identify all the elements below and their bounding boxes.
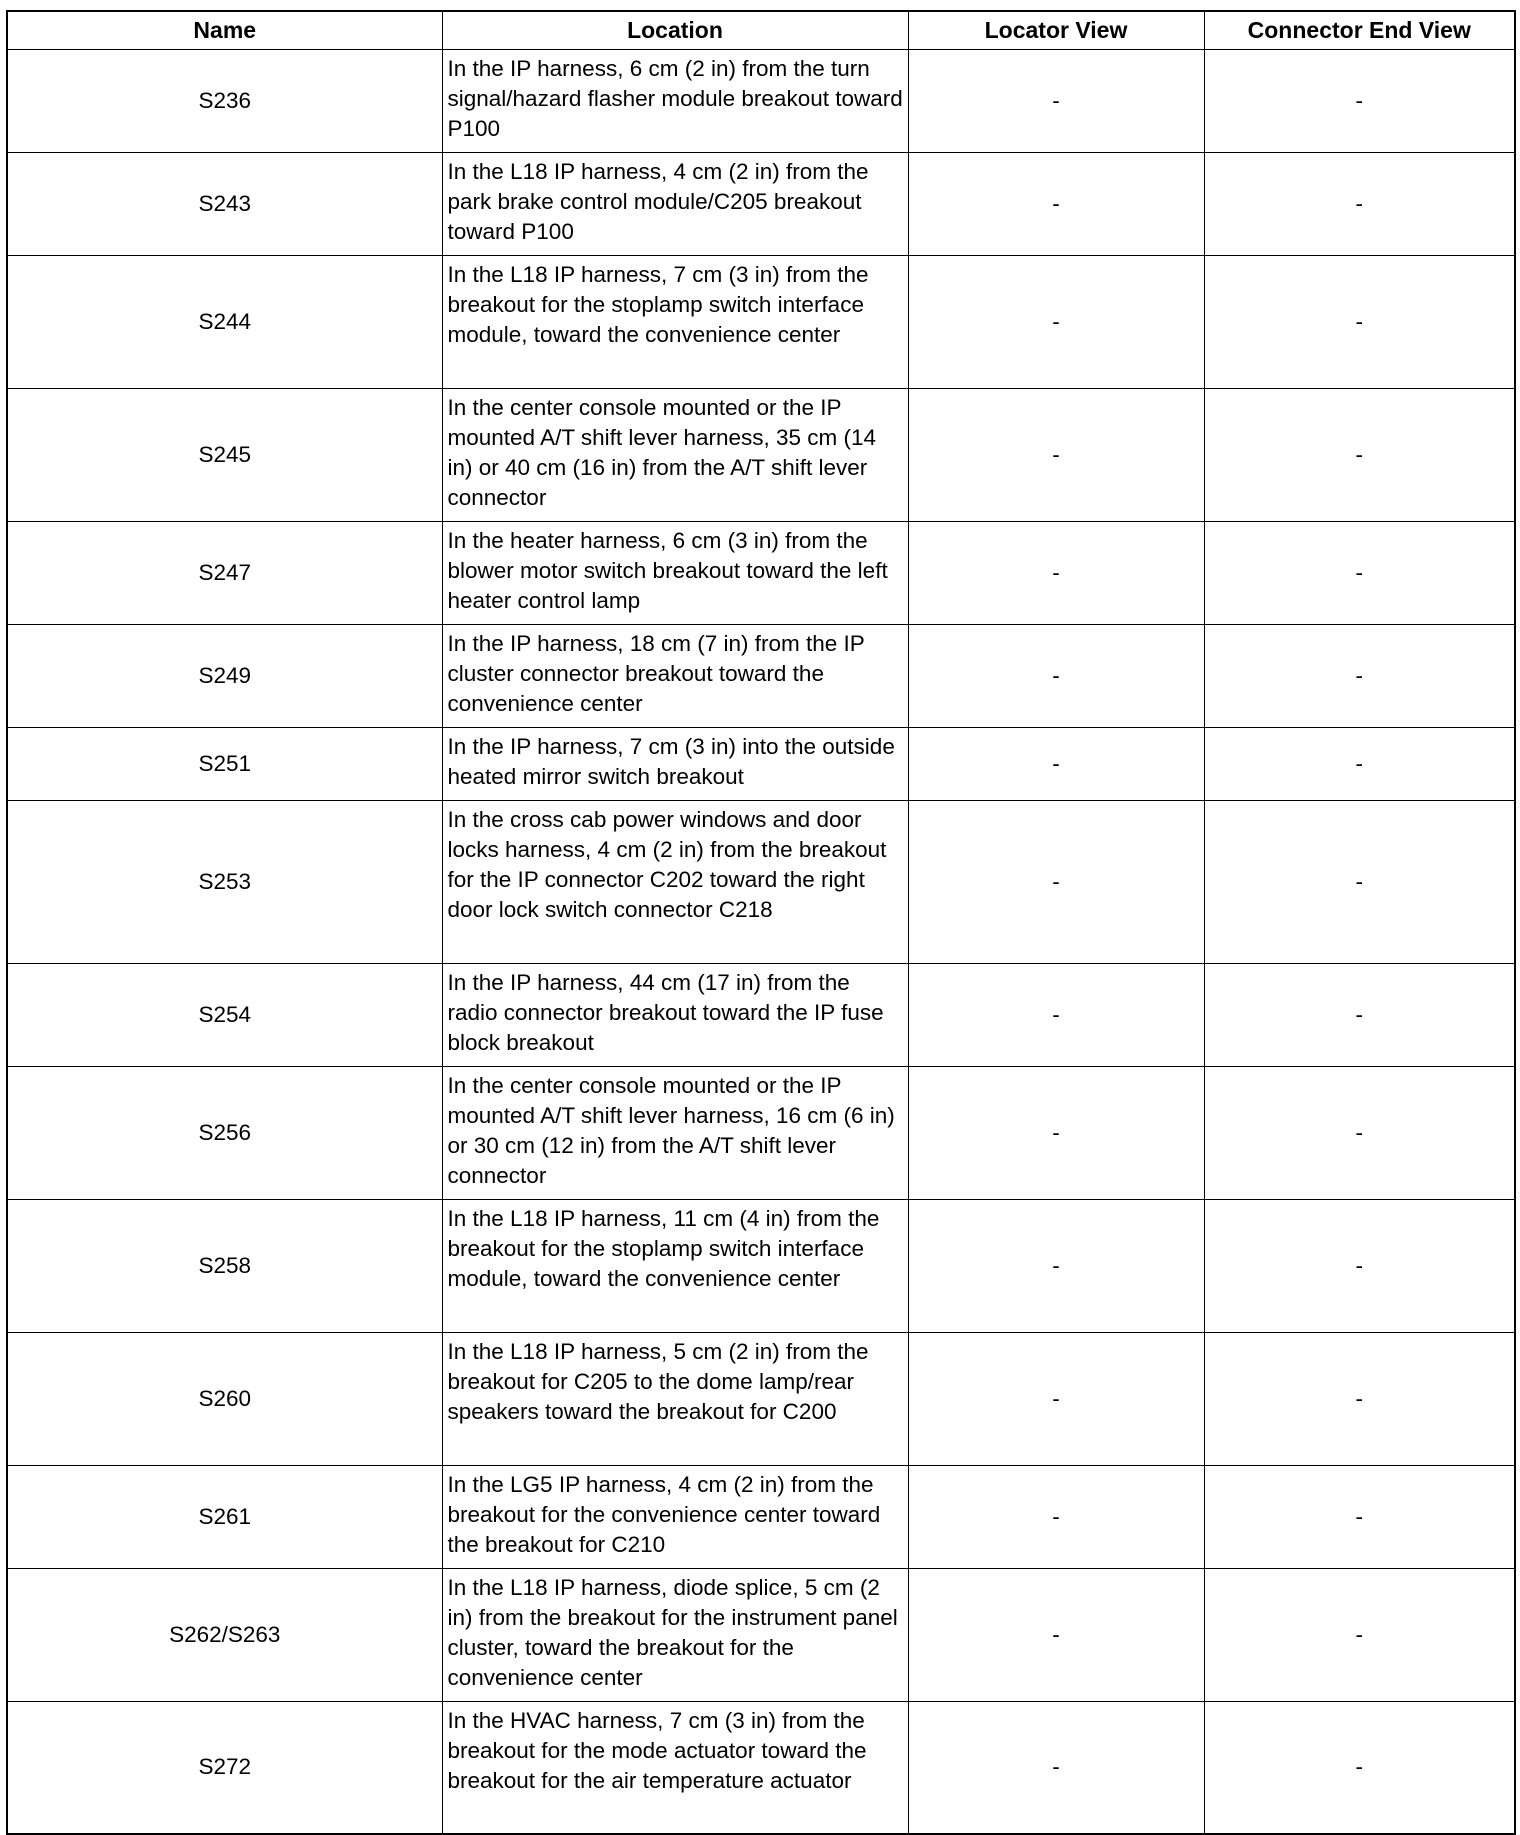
connector-end-view: - bbox=[1204, 1568, 1515, 1701]
locator-view: - bbox=[908, 49, 1204, 152]
splice-name: S249 bbox=[7, 624, 442, 727]
splice-name: S245 bbox=[7, 388, 442, 521]
locator-view: - bbox=[908, 1332, 1204, 1465]
locator-view: - bbox=[908, 727, 1204, 800]
connector-end-view: - bbox=[1204, 624, 1515, 727]
connector-end-view: - bbox=[1204, 388, 1515, 521]
splice-name: S261 bbox=[7, 1465, 442, 1568]
locator-view: - bbox=[908, 388, 1204, 521]
locator-view: - bbox=[908, 1701, 1204, 1834]
splice-name: S258 bbox=[7, 1199, 442, 1332]
locator-view: - bbox=[908, 1199, 1204, 1332]
connector-end-view: - bbox=[1204, 1701, 1515, 1834]
splice-name: S243 bbox=[7, 152, 442, 255]
splice-location: In the L18 IP harness, 4 cm (2 in) from the park brake control module/C205 breakout toward P100 bbox=[442, 152, 908, 255]
table-row bbox=[7, 1701, 1515, 1834]
table-row bbox=[7, 49, 1515, 152]
splice-location: In the LG5 IP harness, 4 cm (2 in) from the breakout for the convenience center toward the breakout for C210 bbox=[442, 1465, 908, 1568]
connector-end-view: - bbox=[1204, 49, 1515, 152]
splice-location: In the cross cab power windows and door locks harness, 4 cm (2 in) from the breakout for the IP connector C202 toward the right door lock switch connector C218 bbox=[442, 800, 908, 963]
splice-name: S262/S263 bbox=[7, 1568, 442, 1701]
table-row bbox=[7, 152, 1515, 255]
locator-view: - bbox=[908, 624, 1204, 727]
splice-location: In the HVAC harness, 7 cm (3 in) from the breakout for the mode actuator toward the breakout for the air temperature actuator bbox=[442, 1701, 908, 1834]
connector-end-view: - bbox=[1204, 152, 1515, 255]
locator-view: - bbox=[908, 521, 1204, 624]
table-row bbox=[7, 963, 1515, 1066]
header-connector-end-view: Connector End View bbox=[1204, 11, 1515, 49]
table-row bbox=[7, 624, 1515, 727]
connector-end-view: - bbox=[1204, 1066, 1515, 1199]
locator-view: - bbox=[908, 1568, 1204, 1701]
splice-name: S256 bbox=[7, 1066, 442, 1199]
connector-end-view: - bbox=[1204, 521, 1515, 624]
locator-view: - bbox=[908, 963, 1204, 1066]
splice-location: In the heater harness, 6 cm (3 in) from the blower motor switch breakout toward the left heater control lamp bbox=[442, 521, 908, 624]
connector-end-view: - bbox=[1204, 727, 1515, 800]
connector-end-view: - bbox=[1204, 1332, 1515, 1465]
table-row bbox=[7, 1199, 1515, 1332]
locator-view: - bbox=[908, 255, 1204, 388]
table-row bbox=[7, 1568, 1515, 1701]
splice-name: S254 bbox=[7, 963, 442, 1066]
splice-name: S260 bbox=[7, 1332, 442, 1465]
table-row bbox=[7, 1066, 1515, 1199]
splice-name: S251 bbox=[7, 727, 442, 800]
locator-view: - bbox=[908, 1066, 1204, 1199]
connector-end-view: - bbox=[1204, 800, 1515, 963]
splice-location: In the L18 IP harness, 11 cm (4 in) from the breakout for the stoplamp switch interface module, toward the convenience center bbox=[442, 1199, 908, 1332]
table-header-row bbox=[7, 11, 1515, 49]
splice-location: In the IP harness, 7 cm (3 in) into the outside heated mirror switch breakout bbox=[442, 727, 908, 800]
splice-name: S247 bbox=[7, 521, 442, 624]
header-location: Location bbox=[442, 11, 908, 49]
connector-end-view: - bbox=[1204, 1465, 1515, 1568]
header-name: Name bbox=[7, 11, 442, 49]
table-row bbox=[7, 727, 1515, 800]
table-row bbox=[7, 255, 1515, 388]
table-row bbox=[7, 1332, 1515, 1465]
splice-location: In the L18 IP harness, 7 cm (3 in) from the breakout for the stoplamp switch interface module, toward the convenience center bbox=[442, 255, 908, 388]
connector-end-view: - bbox=[1204, 255, 1515, 388]
locator-view: - bbox=[908, 1465, 1204, 1568]
locator-view: - bbox=[908, 152, 1204, 255]
table-row bbox=[7, 800, 1515, 963]
table-row bbox=[7, 1465, 1515, 1568]
splice-location: In the IP harness, 44 cm (17 in) from the radio connector breakout toward the IP fuse block breakout bbox=[442, 963, 908, 1066]
splice-location: In the IP harness, 6 cm (2 in) from the turn signal/hazard flasher module breakout toward P100 bbox=[442, 49, 908, 152]
splice-name: S236 bbox=[7, 49, 442, 152]
splice-location-table bbox=[6, 10, 1516, 1835]
connector-end-view: - bbox=[1204, 1199, 1515, 1332]
header-locator-view: Locator View bbox=[908, 11, 1204, 49]
table-row bbox=[7, 388, 1515, 521]
splice-location: In the center console mounted or the IP mounted A/T shift lever harness, 16 cm (6 in) or 30 cm (12 in) from the A/T shift lever connector bbox=[442, 1066, 908, 1199]
connector-end-view: - bbox=[1204, 963, 1515, 1066]
splice-location-sheet bbox=[6, 10, 1514, 1835]
splice-name: S253 bbox=[7, 800, 442, 963]
splice-location: In the L18 IP harness, 5 cm (2 in) from the breakout for C205 to the dome lamp/rear speakers toward the breakout for C200 bbox=[442, 1332, 908, 1465]
splice-location: In the L18 IP harness, diode splice, 5 cm (2 in) from the breakout for the instrument panel cluster, toward the breakout for the convenience center bbox=[442, 1568, 908, 1701]
splice-location: In the center console mounted or the IP mounted A/T shift lever harness, 35 cm (14 in) or 40 cm (16 in) from the A/T shift lever connector bbox=[442, 388, 908, 521]
splice-location: In the IP harness, 18 cm (7 in) from the IP cluster connector breakout toward the convenience center bbox=[442, 624, 908, 727]
table-row bbox=[7, 521, 1515, 624]
splice-name: S272 bbox=[7, 1701, 442, 1834]
splice-name: S244 bbox=[7, 255, 442, 388]
locator-view: - bbox=[908, 800, 1204, 963]
